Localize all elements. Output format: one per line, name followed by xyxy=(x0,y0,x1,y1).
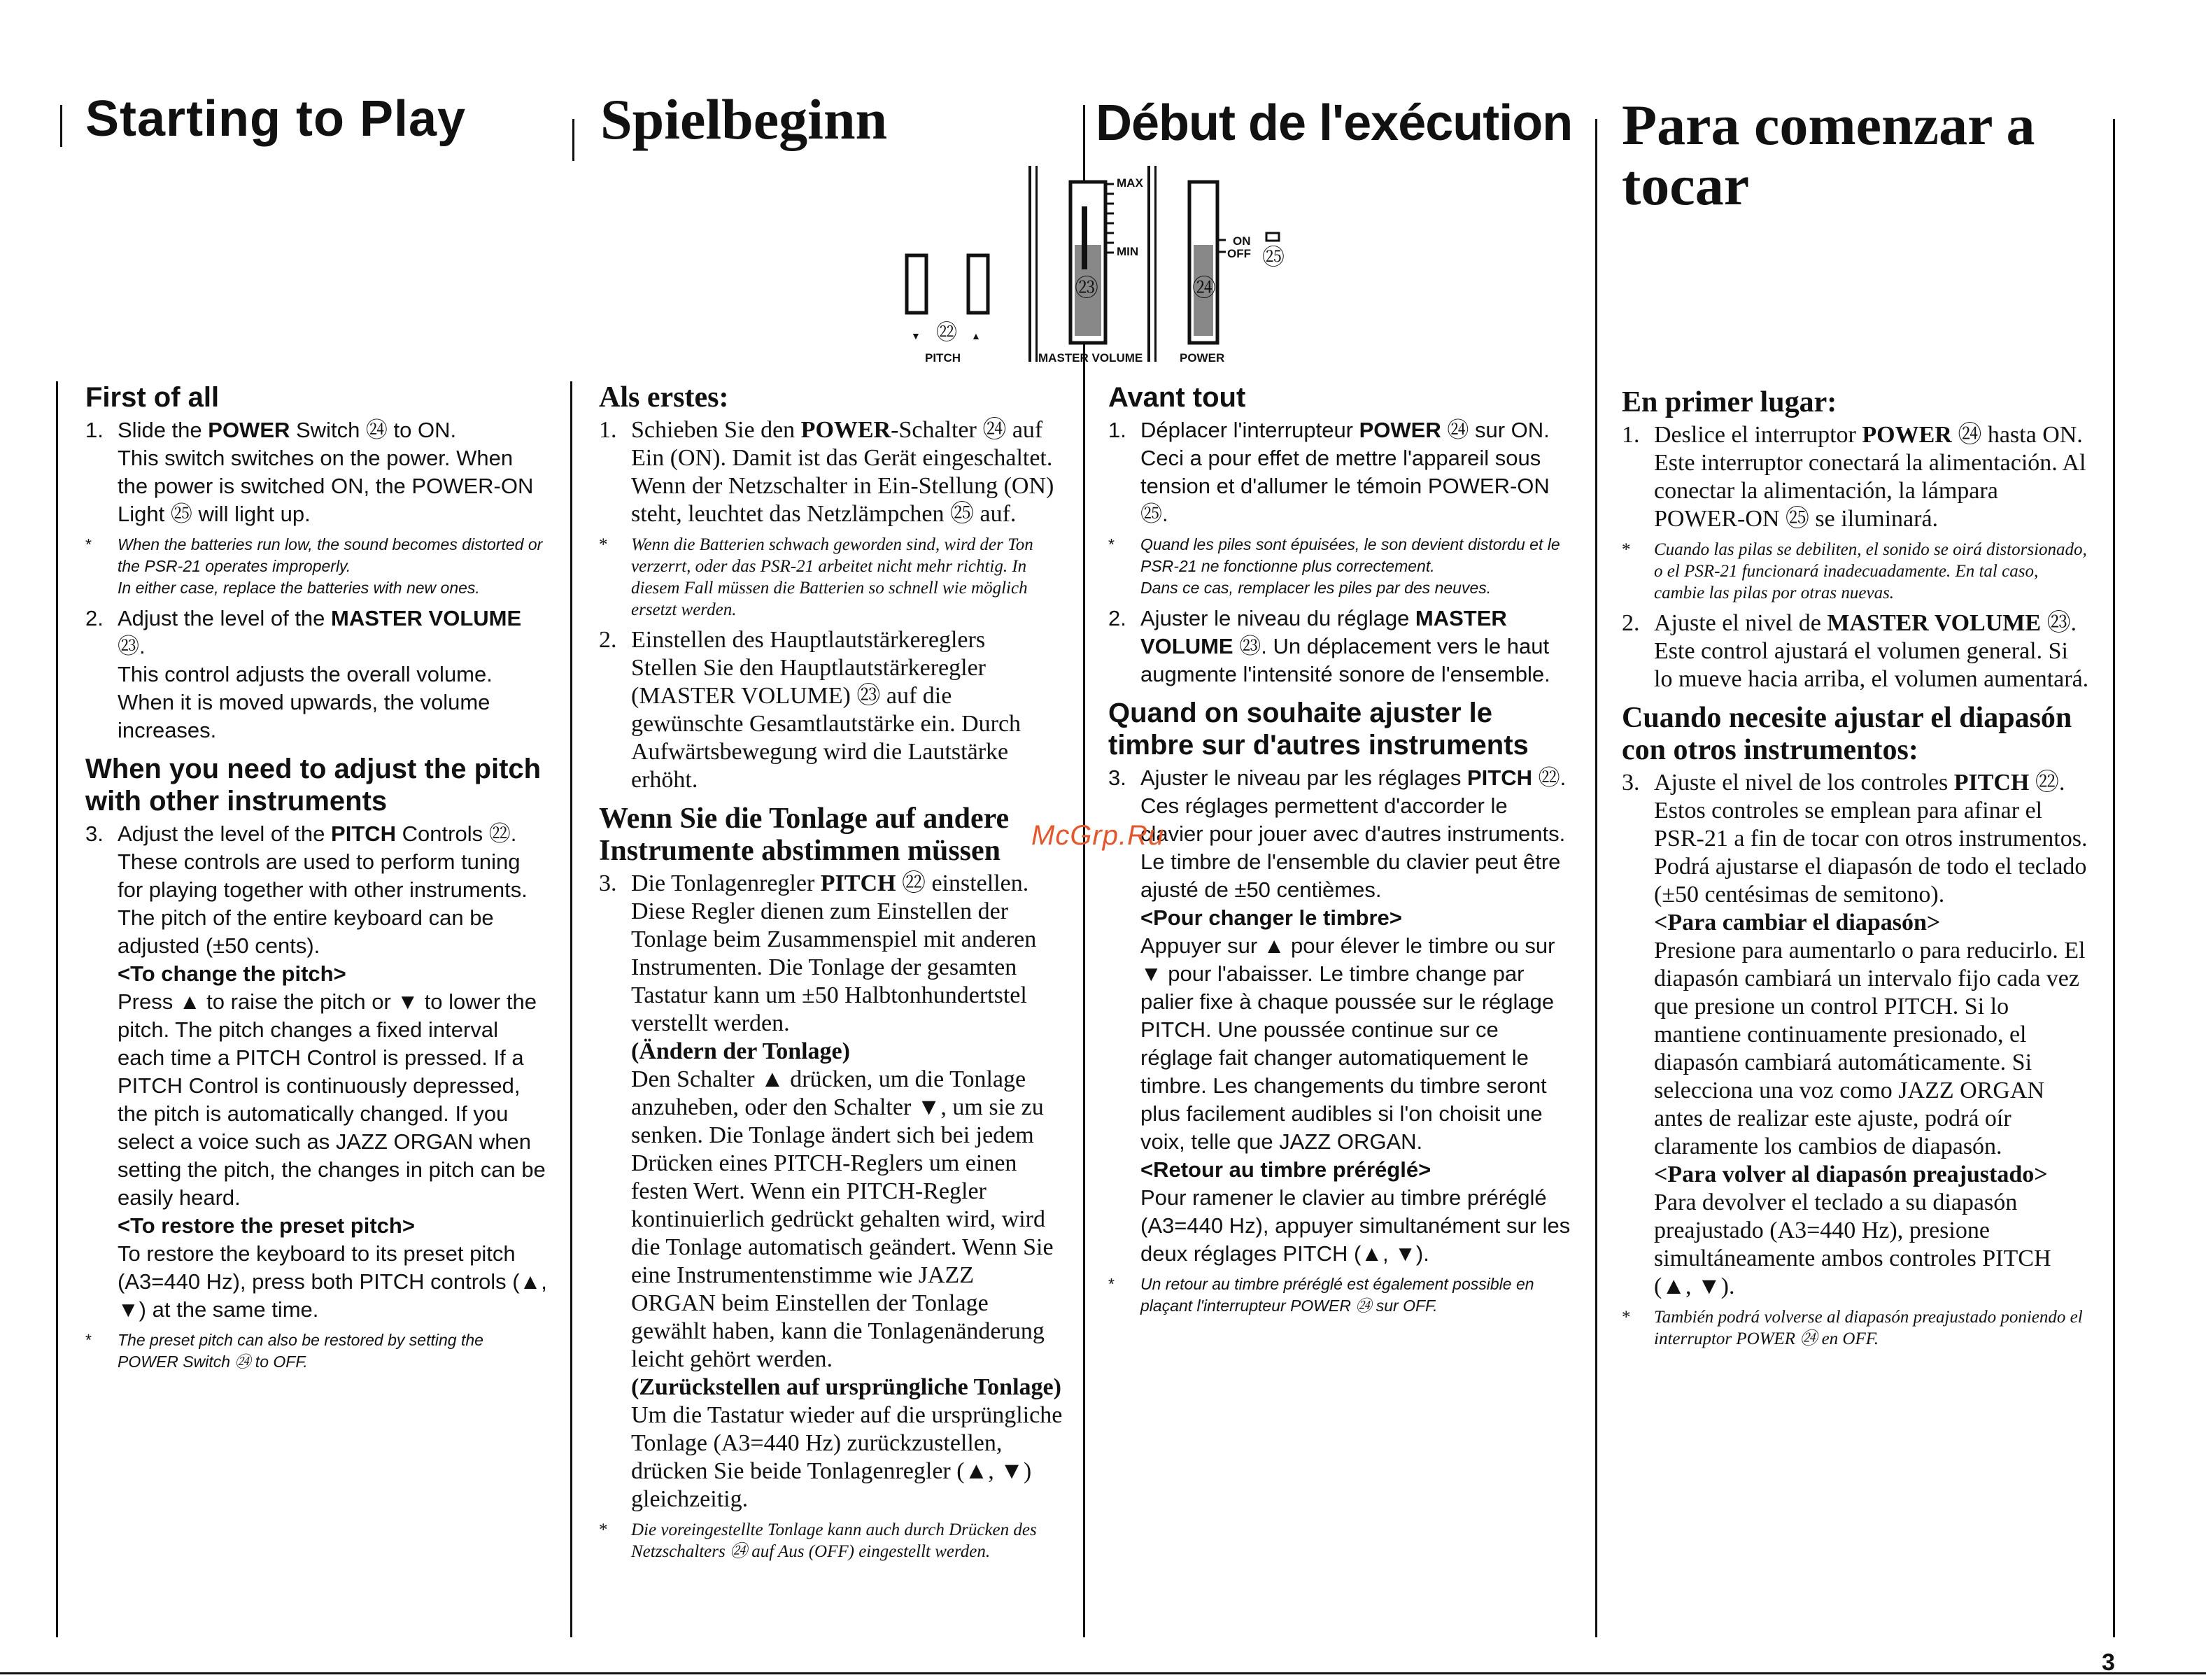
english-step-1-title: Slide the POWER Switch ㉔ to ON. xyxy=(118,418,457,442)
spanish-step-2: 2. Ajuste el nivel de MASTER VOLUME ㉓. Este control ajustará el volumen general. Si lo mueve hacia arriba, el volumen aumentará. xyxy=(1622,609,2091,693)
english-step-2-body: This control adjusts the overall volume. When it is moved upwards, the volume increases. xyxy=(118,662,493,742)
german-restore-body: Um die Tastatur wieder auf die ursprüngliche Tonlage (A3=440 Hz) zurückzustellen, drücken Sie beide Tonlagenregler (▲, ▼) gleichzeitig. xyxy=(631,1402,1063,1512)
german-first-heading: Als erstes: xyxy=(599,381,729,414)
master-volume-label: MASTER VOLUME xyxy=(1038,351,1143,365)
english-step-3: 3. Adjust the level of the PITCH Controls ㉒. These controls are used to perform tuning for playing together with other instruments. The pitch of the entire keyboard can be adjusted (±50 cents). <To change the pitch> Press ▲ to raise the pitch or ▼ to lower the pitch. The pitch changes a fixed interval each time a PITCH Control is pressed. If a PITCH Control is continuously depressed, the pitch is automatically changed. If you select a voice such as JAZZ ORGAN when setting the pitch, the changes in pitch can be easily heard. <To restore the preset pitch> To restore the keyboard to its preset pitch (A3=440 Hz), press both PITCH controls (▲, ▼) at the same time. xyxy=(85,820,547,1324)
french-note-2: * Un retour au timbre préréglé est également possible en plaçant l'interrupteur POWER ㉔ sur OFF. xyxy=(1108,1275,1534,1315)
spanish-change-body: Presione para aumentarlo o para reducirlo. El diapasón cambiará un intervalo fijo cada vez que presione un control PITCH. Si lo mantiene continuamente presionado, el diapasón cambiará automáticamente. Si selecciona una voz como JAZZ ORGAN antes de realizar este ajuste, podrá oír claramente los cambios de diapasón. xyxy=(1654,938,2086,1159)
french-step-1: 1. Déplacer l'interrupteur POWER ㉔ sur ON. Ceci a pour effet de mettre l'appareil sous tension et d'allumer le témoin POWER-ON ㉕. xyxy=(1108,416,1574,528)
spanish-change-heading: <Para cambiar el diapasón> xyxy=(1654,910,1941,936)
french-step-3-title: Ajuster le niveau par les réglages PITCH ㉒. xyxy=(1140,765,1567,790)
rule-right xyxy=(2113,119,2115,1637)
volume-control-number: ㉓ xyxy=(1075,275,1098,302)
spanish-restore-body: Para devolver el teclado a su diapasón preajustado (A3=440 Hz), presione simultáneamente ambos controles PITCH (▲, ▼). xyxy=(1654,1190,2051,1299)
rule-en-de xyxy=(572,119,574,161)
german-change-body: Den Schalter ▲ drücken, um die Tonlage anzuheben, oder den Schalter ▼, um sie zu senken. Die Tonlage ändert sich bei jedem Drücken eines PITCH-Reglers um einen festen Wert. Wenn ein PITCH-Regler kontinuierlich gedrückt gehalten wird, wird die Tonlage automatisch geändert. Wenn Sie eine Instrumentenstimme wie JAZZ ORGAN beim Einstellen der Tonlage gewählt haben, kann die Tonlagenänderung leicht gehört werden. xyxy=(631,1066,1054,1372)
german-step-1: 1. Schieben Sie den POWER-Schalter ㉔ auf Ein (ON). Damit ist das Gerät eingeschaltet. Wenn der Netzschalter in Ein-Stellung (ON) steht, leuchtet das Netzlämpchen ㉕ auf. xyxy=(599,416,1063,528)
german-step-3: 3. Die Tonlagenregler PITCH ㉒ einstellen. Diese Regler dienen zum Einstellen der Tonlage beim Zusammenspiel mit anderen Instrumenten. Die Tonlage der gesamten Tastatur kann um ±50 Halbtonhundertstel verstellt werden. (Ändern der Tonlage) Den Schalter ▲ drücken, um die Tonlage anzuheben, oder den Schalter ▼, um sie zu senken. Die Tonlage ändert sich bei jedem Drücken eines PITCH-Reglers um einen festen Wert. Wenn ein PITCH-Regler kontinuierlich gedrückt gehalten wird, wird die Tonlage automatisch geändert. Wenn Sie eine Instrumentenstimme wie JAZZ ORGAN beim Einstellen der Tonlage gewählt haben, kann die Tonlagenänderung leicht gehört werden. (Zurückstellen auf ursprüngliche Tonlage) Um die Tastatur wieder auf die ursprüngliche Tonlage (A3=440 Hz) zurückzustellen, drücken Sie beide Tonlagenregler (▲, ▼) gleichzeitig. xyxy=(599,870,1063,1512)
spanish-step-2-body: Este control ajustará el volumen general. Si lo mueve hacia arriba, el volumen aumentará. xyxy=(1654,638,2089,692)
english-note-2: * The preset pitch can also be restored by setting the POWER Switch ㉔ to OFF. xyxy=(85,1331,483,1371)
title-english: Starting to Play xyxy=(85,91,467,147)
spanish-step-3-title: Ajuste el nivel de los controles PITCH ㉒. xyxy=(1654,770,2065,796)
volume-panel-left-edge xyxy=(1028,166,1031,362)
spanish-note-1: * Cuando las pilas se debiliten, el sonido se oirá distorsionado, o el PSR-21 funcionará inadecuadamente. En tal caso, cambie las pilas por otras nuevas. xyxy=(1622,540,2087,602)
spanish-first-heading: En primer lugar: xyxy=(1622,386,1837,418)
english-restore-heading: <To restore the preset pitch> xyxy=(118,1213,415,1238)
spanish-pitch-heading: Cuando necesite ajustar el diapasón con otros instrumentos: xyxy=(1622,702,2072,766)
german-pitch-heading: Wenn Sie die Tonlage auf andere Instrumente abstimmen müssen xyxy=(599,803,1010,867)
power-off-label: OFF xyxy=(1227,247,1251,260)
english-column xyxy=(85,381,547,1378)
french-step-3-body: Ces réglages permettent d'accorder le clavier pour jouer avec d'autres instruments. Le timbre de l'ensemble du clavier peut être ajusté de ±50 centièmes. xyxy=(1140,793,1566,902)
french-change-body: Appuyer sur ▲ pour élever le timbre ou sur ▼ pour l'abaisser. Le timbre change par palier fixe à chaque poussée sur le réglage PITCH. Une poussée continue sur ce réglage fait changer automatiquement le timbre. Les changements du timbre seront plus facilement audibles si l'on choisit une voix, telle que JAZZ ORGAN. xyxy=(1140,933,1555,1154)
english-step-1-body: This switch switches on the power. When the power is switched ON, the POWER-ON Light ㉕ will light up. xyxy=(118,446,534,526)
english-pitch-heading: When you need to adjust the pitch with other instruments xyxy=(85,754,542,817)
spanish-step-1: 1. Deslice el interruptor POWER ㉔ hasta ON. Este interruptor conectará la alimentación. Al conectar la alimentación, la lámpara POWER-ON ㉕ se iluminará. xyxy=(1622,421,2091,533)
volume-panel-left-edge-2 xyxy=(1035,166,1038,362)
french-step-1-title: Déplacer l'interrupteur POWER ㉔ sur ON. xyxy=(1140,418,1550,442)
english-change-heading: <To change the pitch> xyxy=(118,961,346,986)
rule-left-title xyxy=(60,105,62,147)
title-french: Début de l'exécution xyxy=(1096,95,1573,151)
spanish-step-2-title: Ajuste el nivel de MASTER VOLUME ㉓. xyxy=(1654,610,2077,636)
english-restore-body: To restore the keyboard to its preset pitch (A3=440 Hz), press both PITCH controls (▲, ▼) at the same time. xyxy=(118,1241,547,1322)
spanish-column xyxy=(1622,386,2091,1355)
page-number: 3 xyxy=(2102,1649,2115,1676)
pitch-control-number: ㉒ xyxy=(936,321,957,344)
english-note-1: * When the batteries run low, the sound becomes distorted or the PSR-21 operates improperly. In either case, replace the batteries with new ones. xyxy=(85,535,543,597)
french-first-heading: Avant tout xyxy=(1108,382,1246,413)
control-panel-diagram xyxy=(861,157,1315,374)
volume-min-label: MIN xyxy=(1117,245,1139,258)
french-step-2-text: Ajuster le niveau du réglage MASTER VOLUME ㉓. Un déplacement vers le haut augmente l'intensité sonore de l'ensemble. xyxy=(1140,606,1550,686)
power-light-drawing xyxy=(1266,233,1279,241)
pitch-label: PITCH xyxy=(925,351,961,365)
rule-en-de-body xyxy=(570,381,572,1637)
power-light-number: ㉕ xyxy=(1262,244,1285,269)
title-spanish-line2: tocar xyxy=(1622,153,1750,217)
english-step-3-body: These controls are used to perform tuning for playing together with other instruments. The pitch of the entire keyboard can be adjusted (±50 cents). xyxy=(118,849,528,958)
english-change-body: Press ▲ to raise the pitch or ▼ to lower the pitch. The pitch changes a fixed interval each time a PITCH Control is pressed. If a PITCH Control is continuously depressed, the pitch is automatically changed. If you select a voice such as JAZZ ORGAN when setting the pitch, the changes in pitch can be easily heard. xyxy=(118,989,546,1210)
power-label: POWER xyxy=(1180,351,1225,365)
pitch-down-button-drawing xyxy=(907,255,926,313)
volume-panel-right-edge-2 xyxy=(1154,166,1157,362)
pitch-up-arrow: ▲ xyxy=(971,330,981,341)
power-on-label: ON xyxy=(1233,234,1251,248)
english-step-3-title: Adjust the level of the PITCH Controls ㉒. xyxy=(118,821,517,846)
german-column xyxy=(599,381,1063,1568)
watermark: McGrp.Ru xyxy=(1031,820,1165,851)
title-spanish-line1: Para comenzar a xyxy=(1622,93,2035,157)
french-restore-heading: <Retour au timbre préréglé> xyxy=(1140,1157,1431,1182)
title-german: Spielbeginn xyxy=(600,87,888,151)
spanish-step-3-body: Estos controles se emplean para afinar el PSR-21 a fin de tocar con otros instrumentos. Podrá ajustarse el diapasón de todo el teclado (±50 centésimas de semitono). xyxy=(1654,798,2088,908)
english-step-1-number: 1. xyxy=(85,418,104,442)
pitch-down-arrow: ▼ xyxy=(911,330,921,341)
english-step-2-title: Adjust the level of the MASTER VOLUME ㉓. xyxy=(118,606,522,658)
volume-knob-bar xyxy=(1082,206,1087,269)
title-spanish xyxy=(1622,95,2035,216)
german-step-3-title: Die Tonlagenregler PITCH ㉒ einstellen. xyxy=(631,870,1029,896)
spanish-step-1-title: Deslice el interruptor POWER ㉔ hasta ON. xyxy=(1654,422,2083,448)
volume-max-label: MAX xyxy=(1117,176,1143,190)
rule-left-body xyxy=(56,381,58,1637)
french-restore-body: Pour ramener le clavier au timbre préréglé (A3=440 Hz), appuyer simultanément sur les deux réglages PITCH (▲, ▼). xyxy=(1140,1185,1571,1266)
volume-panel-right-edge xyxy=(1147,166,1150,362)
french-change-heading: <Pour changer le timbre> xyxy=(1140,905,1402,930)
german-change-heading: (Ändern der Tonlage) xyxy=(631,1038,850,1064)
german-step-1-text: Schieben Sie den POWER-Schalter ㉔ auf Ein (ON). Damit ist das Gerät eingeschaltet. Wenn der Netzschalter in Ein-Stellung (ON) steht, leuchtet das Netzlämpchen ㉕ auf. xyxy=(631,417,1054,527)
spanish-step-3: 3. Ajuste el nivel de los controles PITCH ㉒. Estos controles se emplean para afinar el PSR-21 a fin de tocar con otros instrumentos. Podrá ajustarse el diapasón de todo el teclado (±50 centésimas de semitono). <Para cambiar el diapasón> Presione para aumentarlo o para reducirlo. El diapasón cambiará un intervalo fijo cada vez que presione un control PITCH. Si lo mantiene continuamente presionado, el diapasón cambiará automáticamente. Si selecciona una voz como JAZZ ORGAN antes de realizar este ajuste, podrá oír claramente los cambios de diapasón. <Para volver al diapasón preajustado> Para devolver el teclado a su diapasón preajustado (A3=440 Hz), presione simultáneamente ambos controles PITCH (▲, ▼). xyxy=(1622,769,2091,1301)
german-restore-heading: (Zurückstellen auf ursprüngliche Tonlage) xyxy=(631,1374,1061,1400)
pitch-up-button-drawing xyxy=(968,255,988,313)
french-step-3: 3. Ajuster le niveau par les réglages PITCH ㉒. Ces réglages permettent d'accorder le clavier pour jouer avec d'autres instruments. Le timbre de l'ensemble du clavier peut être ajusté de ±50 centièmes. <Pour changer le timbre> Appuyer sur ▲ pour élever le timbre ou sur ▼ pour l'abaisser. Le timbre change par palier fixe à chaque poussée sur le réglage PITCH. Une poussée continue sur ce réglage fait changer automatiquement le timbre. Les changements du timbre seront plus facilement audibles si l'on choisit une voix, telle que JAZZ ORGAN. <Retour au timbre préréglé> Pour ramener le clavier au timbre préréglé (A3=440 Hz), appuyer simultanément sur les deux réglages PITCH (▲, ▼). xyxy=(1108,764,1574,1268)
french-column xyxy=(1108,381,1574,1322)
spanish-note-2: * También podrá volverse al diapasón preajustado poniendo el interruptor POWER ㉔ en OFF. xyxy=(1622,1308,2083,1348)
french-step-1-body: Ceci a pour effet de mettre l'appareil sous tension et d'allumer le témoin POWER-ON ㉕. xyxy=(1140,446,1550,526)
spanish-restore-heading: <Para volver al diapasón preajustado> xyxy=(1654,1162,2048,1187)
german-note-2: * Die voreingestellte Tonlage kann auch durch Drücken des Netzschalters ㉔ auf Aus (OFF) eingestellt werden. xyxy=(599,1520,1037,1561)
german-note-1: * Wenn die Batterien schwach geworden sind, wird der Ton verzerrt, oder das PSR-21 arbeitet nicht mehr richtig. In diesem Fall müssen die Batterien so schnell wie möglich ersetzt werden. xyxy=(599,535,1033,619)
german-step-2-title: Einstellen des Hauptlautstärkereglers xyxy=(631,627,986,653)
power-switch-number: ㉔ xyxy=(1192,275,1216,302)
french-note-1: * Quand les piles sont épuisées, le son devient distordu et le PSR-21 ne fonctionne plus correctement. Dans ce cas, remplacer les piles par des neuves. xyxy=(1108,535,1560,597)
french-pitch-heading: Quand on souhaite ajuster le timbre sur d'autres instruments xyxy=(1108,698,1529,761)
rule-fr-es xyxy=(1595,119,1597,1637)
german-step-2: 2. Einstellen des Hauptlautstärkereglers Stellen Sie den Hauptlautstärkeregler (MASTER VOLUME) ㉓ auf die gewünschte Gesamtlautstärke ein. Durch Aufwärtsbewegung wird die Lautstärke erhöht. xyxy=(599,626,1063,794)
english-step-1 xyxy=(85,416,547,528)
english-step-2: 2. Adjust the level of the MASTER VOLUME ㉓. This control adjusts the overall volume. When it is moved upwards, the volume increases. xyxy=(85,605,547,744)
footer-rule xyxy=(0,1672,2206,1674)
english-first-heading: First of all xyxy=(85,382,220,413)
german-step-3-body: Diese Regler dienen zum Einstellen der Tonlage beim Zusammenspiel mit anderen Instrumenten. Die Tonlage der gesamten Tastatur kann um ±50 Halbtonhundertstel verstellt werden. xyxy=(631,898,1037,1036)
volume-scale xyxy=(1107,184,1114,253)
french-step-2: 2. Ajuster le niveau du réglage MASTER VOLUME ㉓. Un déplacement vers le haut augmente l'intensité sonore de l'ensemble. xyxy=(1108,605,1574,689)
spanish-step-1-body: Este interruptor conectará la alimentación. Al conectar la alimentación, la lámpara POWER-ON ㉕ se iluminará. xyxy=(1654,450,2086,532)
german-step-2-body: Stellen Sie den Hauptlautstärkeregler (MASTER VOLUME) ㉓ auf die gewünschte Gesamtlautstärke ein. Durch Aufwärtsbewegung wird die Lautstärke erhöht. xyxy=(631,655,1021,793)
